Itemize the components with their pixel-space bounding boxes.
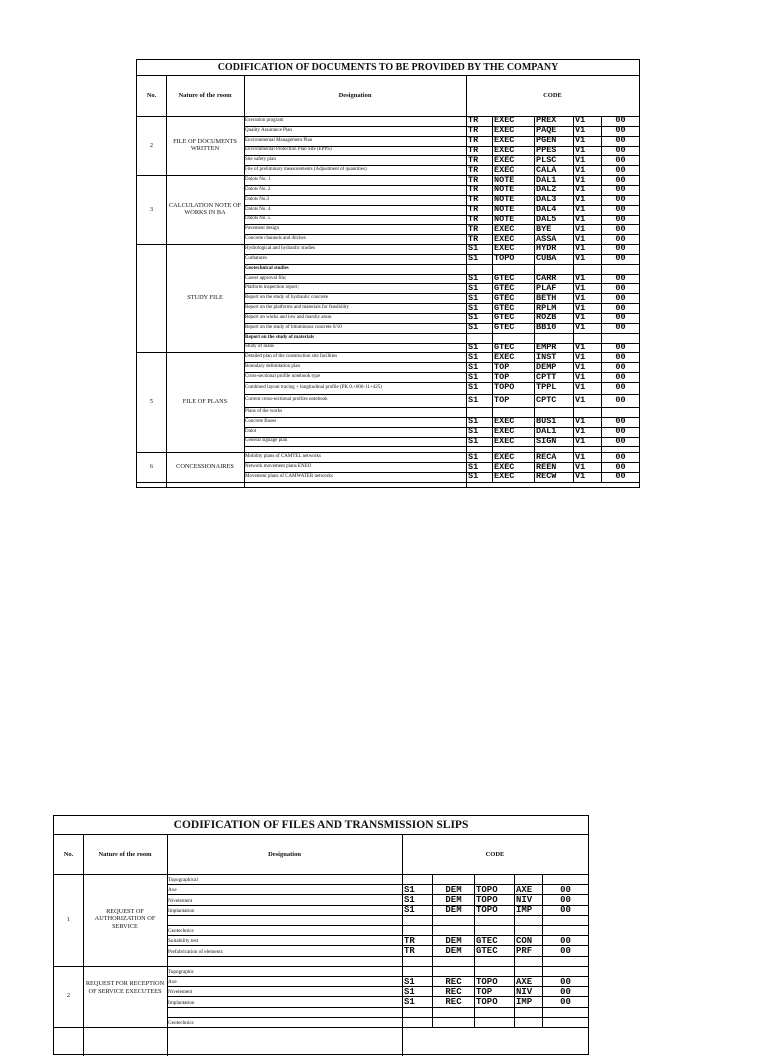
code-cell: TOP xyxy=(476,986,493,997)
table-row-designation: Axe xyxy=(168,887,177,894)
code-cell: REC xyxy=(445,997,462,1007)
code-cell: V1 xyxy=(575,462,586,472)
code-cell: PGEN xyxy=(536,136,557,146)
code-cell: S1 xyxy=(468,383,479,393)
code-cell: EMPR xyxy=(536,342,557,352)
code-cell: S1 xyxy=(468,283,479,293)
code-cell: EXEC xyxy=(494,427,515,437)
code-cell: V1 xyxy=(575,214,586,224)
code-cell: GTEC xyxy=(494,303,515,313)
code-cell: PAQE xyxy=(536,126,557,136)
table-row-designation: Geotechnics xyxy=(168,1019,194,1026)
code-cell: DEM xyxy=(445,946,462,956)
code-cell: S1 xyxy=(468,362,479,372)
code-cell: S1 xyxy=(468,293,479,303)
code-cell: BUS1 xyxy=(536,417,557,427)
table-row-designation: Implantation xyxy=(168,907,195,914)
code-cell: V1 xyxy=(575,126,586,136)
group-rule xyxy=(137,175,244,176)
code-cell: EXEC xyxy=(494,452,515,462)
header-code: CODE xyxy=(485,850,505,858)
table-row-designation: Boundary delimitation plan xyxy=(245,364,300,370)
table-row-designation: Topographical xyxy=(168,877,198,884)
code-column-rule xyxy=(542,874,543,1027)
code-cell: NOTE xyxy=(494,175,515,185)
code-cell: TR xyxy=(468,136,479,146)
table-row-designation: Report on the platforms and materials for feasibility xyxy=(245,305,349,311)
code-cell: V1 xyxy=(575,472,586,482)
code-cell: ROZB xyxy=(536,313,557,323)
code-cell: TOP xyxy=(494,362,510,372)
group-room-name: FILE OF PLANS xyxy=(182,398,228,406)
code-cell: TR xyxy=(468,224,479,234)
group-room-name: STUDY FILE xyxy=(187,294,223,302)
code-cell: 00 xyxy=(615,313,626,323)
code-cell: EXEC xyxy=(494,472,515,482)
code-cell: BYE xyxy=(536,224,552,234)
code-cell: IMP xyxy=(516,905,533,916)
group-room-name: CALCULATION NOTE OF WORKS IN BA xyxy=(168,201,242,217)
table-row-designation: Report on the study of materials xyxy=(245,334,315,340)
code-cell: S1 xyxy=(468,472,479,482)
code-cell: TOPO xyxy=(476,895,498,905)
code-cell: 00 xyxy=(560,946,571,956)
code-cell: EXEC xyxy=(494,436,515,446)
table-row-designation: Mobility plans of CAMTEL networks xyxy=(245,454,321,460)
code-cell: S1 xyxy=(404,986,415,997)
table-row-designation: Geotechnical studies xyxy=(245,265,289,271)
files-codification-table xyxy=(53,815,589,1055)
code-cell: 00 xyxy=(560,935,571,946)
code-cell: V1 xyxy=(575,342,586,352)
table-row-designation: Detailed plan of the construction site facilities xyxy=(245,354,338,360)
code-cell: V1 xyxy=(575,283,586,293)
code-cell: GTEC xyxy=(494,283,515,293)
code-cell: S1 xyxy=(468,395,479,405)
code-cell: TR xyxy=(468,116,479,126)
code-cell: 00 xyxy=(615,452,626,462)
code-cell: S1 xyxy=(404,997,415,1007)
code-cell: EXEC xyxy=(494,352,515,362)
code-cell: NOTE xyxy=(494,205,515,215)
code-cell: SIGN xyxy=(536,436,557,446)
code-cell: S1 xyxy=(468,244,479,254)
code-cell: 00 xyxy=(615,155,626,165)
code-cell: V1 xyxy=(575,352,586,362)
code-cell: V1 xyxy=(575,116,586,126)
table-title: CODIFICATION OF FILES AND TRANSMISSION SLIPS xyxy=(54,816,588,835)
code-cell: V1 xyxy=(575,244,586,254)
code-cell: GTEC xyxy=(494,293,515,303)
documents-codification-table xyxy=(136,59,640,488)
group-rule xyxy=(54,966,167,967)
code-cell: EXEC xyxy=(494,462,515,472)
header-designation: Designation xyxy=(338,92,372,99)
code-cell: AXE xyxy=(516,884,533,895)
column-rule xyxy=(83,835,84,1056)
code-cell: 00 xyxy=(615,126,626,136)
code-cell: BETH xyxy=(536,293,557,303)
code-cell: 00 xyxy=(560,976,571,987)
code-cell: EXEC xyxy=(494,145,515,155)
code-cell: DEM xyxy=(445,905,462,916)
code-cell: V1 xyxy=(575,383,586,393)
table-row-designation: Curbatures xyxy=(245,255,267,261)
code-cell: TR xyxy=(468,145,479,155)
group-room-name: CONCESSIONAIRES xyxy=(176,463,234,471)
code-cell: V1 xyxy=(575,372,586,382)
code-cell: S1 xyxy=(468,352,479,362)
table-row-designation: Study of loans xyxy=(245,344,274,350)
table-row-designation: Report on works and low and marshy areas xyxy=(245,314,332,320)
code-cell: V1 xyxy=(575,136,586,146)
code-cell: 00 xyxy=(615,472,626,482)
code-cell: V1 xyxy=(575,145,586,155)
code-cell: PREX xyxy=(536,116,557,126)
header-no: No. xyxy=(63,850,74,858)
header-room: Nature of the room xyxy=(178,92,232,99)
code-cell: DEM xyxy=(445,895,462,905)
code-cell: S1 xyxy=(468,427,479,437)
code-cell: TR xyxy=(468,155,479,165)
code-cell: S1 xyxy=(404,976,415,987)
code-cell: 00 xyxy=(615,136,626,146)
code-cell: 00 xyxy=(615,185,626,195)
code-cell: IMP xyxy=(516,997,533,1007)
row-rule xyxy=(244,446,639,447)
table-row-designation: Plans of the works xyxy=(245,408,283,414)
code-cell: EXEC xyxy=(494,165,515,175)
code-cell: INST xyxy=(536,352,557,362)
code-cell: EXEC xyxy=(494,417,515,427)
table-row-designation: Site safety plan xyxy=(245,157,276,163)
table-row-designation: Dalots No. 4 xyxy=(245,206,271,212)
code-cell: EXEC xyxy=(494,116,515,126)
code-cell: S1 xyxy=(468,462,479,472)
code-cell: V1 xyxy=(575,224,586,234)
code-cell: 00 xyxy=(615,195,626,205)
table-row-designation: Cross-sectional profile notebook type xyxy=(245,374,321,380)
code-cell: V1 xyxy=(575,155,586,165)
code-cell: TPPL xyxy=(536,383,557,393)
table-row-designation: Dalots No. 1 xyxy=(245,177,271,183)
code-cell: ASSA xyxy=(536,234,557,244)
code-cell: V1 xyxy=(575,293,586,303)
group-rule xyxy=(137,244,244,245)
table-row-designation: Geotechnics xyxy=(168,928,194,935)
code-cell: 00 xyxy=(615,283,626,293)
table-row-designation: Platform inspection report; xyxy=(245,285,299,291)
code-column-rule xyxy=(492,116,493,482)
table-row-designation: Report on the study of hydraulic concrete xyxy=(245,295,329,301)
table-row-designation: Environmental Management Plan xyxy=(245,137,313,143)
code-cell: TOPO xyxy=(494,383,515,393)
code-cell: V1 xyxy=(575,395,586,405)
table-row-designation: Nivelement xyxy=(168,989,193,996)
code-cell: S1 xyxy=(468,303,479,313)
table-row-designation: Prefabrication of elements xyxy=(168,948,223,955)
code-column-rule xyxy=(514,874,515,1027)
code-cell: PPES xyxy=(536,145,557,155)
code-cell: S1 xyxy=(468,274,479,284)
code-cell: 00 xyxy=(615,362,626,372)
header-room: Nature of the room xyxy=(98,850,152,858)
code-cell: TR xyxy=(468,175,479,185)
code-cell: CUBA xyxy=(536,254,557,264)
table-row-designation: Quality Assurance Plan xyxy=(245,127,292,133)
code-cell: V1 xyxy=(575,452,586,462)
code-cell: CPTC xyxy=(536,395,557,405)
code-cell: DAL1 xyxy=(536,427,557,437)
code-cell: DEM xyxy=(445,884,462,895)
code-cell: DAL2 xyxy=(536,185,557,195)
code-cell: 00 xyxy=(615,165,626,175)
code-cell: 00 xyxy=(560,895,571,905)
code-cell: 00 xyxy=(560,986,571,997)
code-cell: TOP xyxy=(494,395,510,405)
code-cell: EXEC xyxy=(494,126,515,136)
header-code: CODE xyxy=(543,92,562,99)
code-cell: 00 xyxy=(615,254,626,264)
code-cell: TOPO xyxy=(476,997,498,1007)
code-cell: CPTT xyxy=(536,372,557,382)
code-cell: 00 xyxy=(615,436,626,446)
code-cell: REEN xyxy=(536,462,557,472)
code-cell: RPLM xyxy=(536,303,557,313)
table-row-designation: Environmental Protection Plan Site (EPPS) xyxy=(245,147,332,153)
code-cell: GTEC xyxy=(476,935,498,946)
header-designation: Designation xyxy=(268,850,301,858)
code-cell: 00 xyxy=(615,342,626,352)
code-cell: EXEC xyxy=(494,224,515,234)
table-row-designation: Concrete channels and ditches xyxy=(245,236,306,242)
code-cell: CARR xyxy=(536,274,557,284)
code-cell: BB10 xyxy=(536,323,557,333)
table-row-designation: Axe xyxy=(168,979,177,986)
code-cell: 00 xyxy=(615,244,626,254)
table-row-designation: Career approval file; xyxy=(245,275,287,281)
code-cell: V1 xyxy=(575,175,586,185)
code-cell: TOPO xyxy=(476,905,498,916)
code-column-rule xyxy=(474,874,475,1027)
code-cell: S1 xyxy=(468,313,479,323)
code-cell: TR xyxy=(468,195,479,205)
table-row-designation: Concrete Buses xyxy=(245,418,277,424)
group-rule xyxy=(54,1027,167,1028)
code-cell: 00 xyxy=(615,224,626,234)
group-rule xyxy=(137,482,244,483)
code-cell: 00 xyxy=(615,395,626,405)
code-cell: 00 xyxy=(615,234,626,244)
code-cell: 00 xyxy=(615,293,626,303)
code-cell: 00 xyxy=(615,323,626,333)
code-cell: 00 xyxy=(615,205,626,215)
code-cell: TOP xyxy=(494,372,510,382)
code-cell: DAL5 xyxy=(536,214,557,224)
table-row-designation: Dalots No. 2 xyxy=(245,186,271,192)
group-rule xyxy=(137,352,244,353)
group-number: 2 xyxy=(66,992,71,1000)
code-cell: V1 xyxy=(575,185,586,195)
code-cell: DAL4 xyxy=(536,205,557,215)
code-cell: NIV xyxy=(516,895,533,905)
table-row-designation: Pavement design xyxy=(245,226,280,232)
code-cell: 00 xyxy=(615,145,626,155)
code-cell: TR xyxy=(468,126,479,136)
code-cell: TOPO xyxy=(476,884,498,895)
code-cell: REC xyxy=(445,976,462,987)
code-column-rule xyxy=(601,116,602,482)
code-cell: V1 xyxy=(575,165,586,175)
code-cell: GTEC xyxy=(494,323,515,333)
code-cell: S1 xyxy=(468,417,479,427)
code-cell: DAL3 xyxy=(536,195,557,205)
code-cell: 00 xyxy=(560,884,571,895)
code-cell: V1 xyxy=(575,254,586,264)
code-cell: 00 xyxy=(615,352,626,362)
code-cell: DEMP xyxy=(536,362,557,372)
code-cell: V1 xyxy=(575,427,586,437)
code-cell: S1 xyxy=(404,895,415,905)
code-cell: S1 xyxy=(468,452,479,462)
code-column-rule xyxy=(573,116,574,482)
code-cell: V1 xyxy=(575,234,586,244)
header-no: No. xyxy=(146,92,157,99)
group-room-name: REQUEST OF AUTHORIZATION OF SERVICE xyxy=(94,907,156,930)
code-cell: 00 xyxy=(615,214,626,224)
code-cell: GTEC xyxy=(476,946,498,956)
code-cell: 00 xyxy=(615,417,626,427)
code-cell: S1 xyxy=(404,905,415,916)
table-row-designation: General signage plan xyxy=(245,438,288,444)
code-cell: 00 xyxy=(615,274,626,284)
code-cell: S1 xyxy=(468,254,479,264)
table-row-designation: Current cross-sectional profiles notebook xyxy=(245,397,328,403)
table-row-designation: Movement plans of CAMWATER networks xyxy=(245,473,333,479)
code-cell: RECW xyxy=(536,472,557,482)
table-row-designation: Nivelement xyxy=(168,897,193,904)
table-row-designation: Report on the study of bituminous concrete 0/10 xyxy=(245,324,342,330)
code-cell: REC xyxy=(445,986,462,997)
code-cell: S1 xyxy=(468,436,479,446)
code-cell: EXEC xyxy=(494,155,515,165)
group-rule xyxy=(137,452,244,453)
code-cell: V1 xyxy=(575,195,586,205)
group-number: 2 xyxy=(149,141,154,149)
table-row-designation: Dalots No. 5 xyxy=(245,216,271,222)
code-cell: V1 xyxy=(575,362,586,372)
code-cell: V1 xyxy=(575,417,586,427)
code-cell: S1 xyxy=(468,372,479,382)
code-cell: TR xyxy=(468,165,479,175)
group-number: 6 xyxy=(149,463,154,471)
row-rule xyxy=(244,482,639,483)
code-cell: 00 xyxy=(615,372,626,382)
code-cell: S1 xyxy=(404,884,415,895)
code-cell: 00 xyxy=(560,997,571,1007)
code-cell: CALA xyxy=(536,165,557,175)
code-cell: EXEC xyxy=(494,244,515,254)
code-cell: TR xyxy=(404,946,415,956)
table-row-designation: Dalot xyxy=(245,428,257,434)
table-row-designation: Dalots No.3 xyxy=(245,196,270,202)
code-cell: EXEC xyxy=(494,234,515,244)
code-cell: TR xyxy=(404,935,415,946)
table-title: CODIFICATION OF DOCUMENTS TO BE PROVIDED BY THE COMPANY xyxy=(137,60,639,76)
code-cell: NIV xyxy=(516,986,533,997)
table-row-designation: File of preliminary measurements (Adjustment of quantities) xyxy=(245,167,367,173)
table-row-designation: Network movement plans ENEO xyxy=(245,464,312,470)
code-cell: PLSC xyxy=(536,155,557,165)
code-cell: TOPO xyxy=(494,254,515,264)
code-cell: AXE xyxy=(516,976,533,987)
code-column-rule xyxy=(534,116,535,482)
code-cell: V1 xyxy=(575,303,586,313)
code-cell: RECA xyxy=(536,452,557,462)
code-cell: PRF xyxy=(516,946,533,956)
code-cell: 00 xyxy=(615,116,626,126)
group-number: 1 xyxy=(66,915,71,923)
code-cell: 00 xyxy=(615,462,626,472)
column-rule xyxy=(466,76,467,487)
code-cell: GTEC xyxy=(494,313,515,323)
code-cell: GTEC xyxy=(494,342,515,352)
code-column-rule xyxy=(432,874,433,1027)
code-cell: DAL1 xyxy=(536,175,557,185)
code-cell: NOTE xyxy=(494,185,515,195)
code-cell: TR xyxy=(468,185,479,195)
group-number: 3 xyxy=(149,205,154,213)
table-row-designation: Topographic xyxy=(168,968,195,975)
code-cell: S1 xyxy=(468,342,479,352)
code-cell: EXEC xyxy=(494,136,515,146)
table-row-designation: Combined layout tracing + longitudinal profile (PK 0.+000-11+425) xyxy=(245,384,382,390)
code-cell: S1 xyxy=(468,323,479,333)
code-cell: V1 xyxy=(575,323,586,333)
code-cell: HYDR xyxy=(536,244,557,254)
table-row-designation: Implantation xyxy=(168,999,195,1006)
group-room-name: REQUEST FOR RECEPTION OF SERVICE EXECUTEES xyxy=(85,980,165,995)
code-cell: V1 xyxy=(575,274,586,284)
code-cell: NOTE xyxy=(494,214,515,224)
code-cell: TOPO xyxy=(476,976,498,987)
table-row-designation: Execution program xyxy=(245,117,284,123)
column-rule xyxy=(166,76,167,487)
code-cell: GTEC xyxy=(494,274,515,284)
group-room-name: FILE OF DOCUMENTS WRITTEN xyxy=(173,137,237,153)
code-cell: TR xyxy=(468,205,479,215)
code-cell: CON xyxy=(516,935,533,946)
code-cell: NOTE xyxy=(494,195,515,205)
table-row-designation: Suitability test xyxy=(168,938,199,945)
code-cell: V1 xyxy=(575,205,586,215)
code-cell: TR xyxy=(468,214,479,224)
code-cell: 00 xyxy=(615,427,626,437)
code-cell: TR xyxy=(468,234,479,244)
code-cell: 00 xyxy=(615,175,626,185)
row-rule xyxy=(244,394,639,395)
code-cell: 00 xyxy=(560,905,571,916)
table-row-designation: Hydrological and hydraulic studies xyxy=(245,245,316,251)
code-cell: DEM xyxy=(445,935,462,946)
group-number: 5 xyxy=(149,398,154,406)
code-cell: 00 xyxy=(615,303,626,313)
code-cell: PLAF xyxy=(536,283,557,293)
code-cell: V1 xyxy=(575,313,586,323)
code-cell: V1 xyxy=(575,436,586,446)
code-cell: 00 xyxy=(615,383,626,393)
